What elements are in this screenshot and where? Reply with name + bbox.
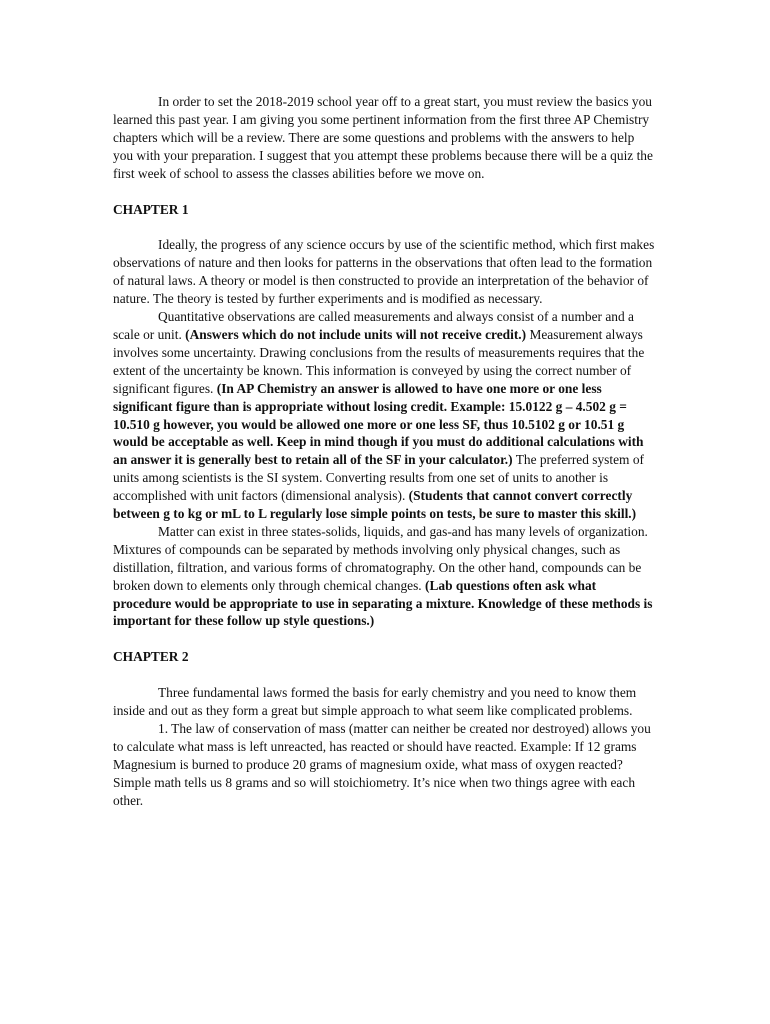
si-units-text: The preferred system of units among scientists is the SI system. Converting results from one set of units to another is accomplished with unit factors (dimensional analysis).	[113, 452, 644, 504]
units-note: (Answers which do not include units will not receive credit.)	[185, 326, 527, 342]
conversion-note: (Students that cannot convert correctly between g to kg or mL to L regularly lose simple points on tests, be sure to master this skill.)	[113, 488, 637, 522]
chapter-1-heading: CHAPTER 1	[113, 201, 189, 217]
document-page	[113, 93, 655, 810]
matter-text: Matter can exist in three states-solids, liquids, and gas-and has many levels of organization. Mixtures of compounds can be separated by methods involving only physical changes, such as distillation, filtration, and various forms of chromatography. On the other hand, compounds can be broken down to elements only through chemical changes.	[113, 523, 648, 593]
spacer	[113, 218, 655, 236]
chapter-2-paragraph-2: 1. The law of conservation of mass (matter can neither be created nor destroyed) allows you to calculate what mass is left unreacted, has reacted or should have reacted. Example: If 12 grams Magnesium is burned to produce 20 grams of magnesium oxide, what mass of oxygen reacted? Simple math tells us 8 grams and so will stoichiometry. It’s nice when two things agree with each other.	[113, 721, 651, 808]
sig-fig-note: (In AP Chemistry an answer is allowed to have one more or one less significant figure than is appropriate without losing credit. Example: 15.0122 g – 4.502 g = 10.510 g however, you would be allowed one more or one less SF, thus 10.5102 g or 10.51 g would be acceptable as well. Keep in mind though if you must do additional calculations with an answer it is generally best to retain all of the SF in your calculator.)	[113, 380, 644, 468]
intro-paragraph: In order to set the 2018-2019 school year off to a great start, you must review the basics you learned this past year. I am giving you some pertinent information from the first three AP Chemistry chapters which will be a review. There are some questions and problems with the answers to help you with your preparation. I suggest that you attempt these problems because there will be a quiz the first week of school to assess the classes abilities before we move on.	[113, 94, 653, 181]
chapter-1-paragraph-3	[113, 523, 655, 630]
spacer	[113, 666, 655, 684]
spacer	[113, 630, 655, 648]
lab-note: (Lab questions often ask what procedure would be appropriate to use in separating a mixture. Knowledge of these methods is important for these follow up style questions.)	[113, 577, 653, 629]
chapter-2-paragraph-1: Three fundamental laws formed the basis for early chemistry and you need to know them inside and out as they form a great but simple approach to what seem like complicated problems.	[113, 685, 637, 719]
chapter-1-paragraph-1: Ideally, the progress of any science occurs by use of the scientific method, which first makes observations of nature and then looks for patterns in the observations that often lead to the formation of natural laws. A theory or model is then constructed to provide an interpretation of the behavior of nature. The theory is tested by further experiments and is modified as necessary.	[113, 237, 655, 307]
chapter-1-paragraph-2	[113, 308, 655, 523]
chapter-2-heading: CHAPTER 2	[113, 649, 189, 665]
spacer	[113, 183, 655, 201]
uncertainty-text: Measurement always involves some uncertainty. Drawing conclusions from the results of measurements requires that the extent of the uncertainty be known. This information is conveyed by using the correct number of significant figures.	[113, 326, 645, 396]
measurement-text: Quantitative observations are called measurements and always consist of a number and a scale or unit.	[113, 309, 634, 342]
